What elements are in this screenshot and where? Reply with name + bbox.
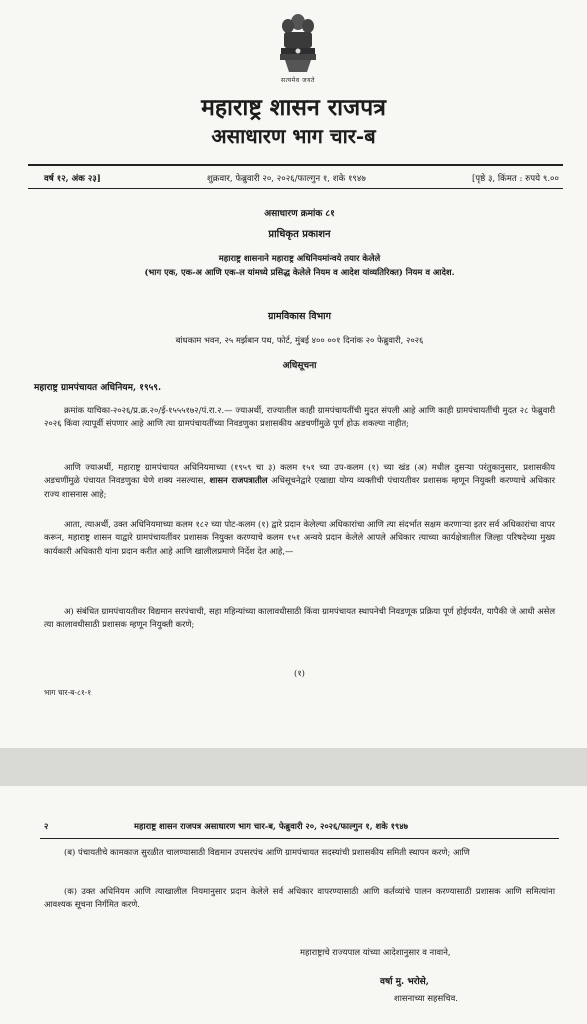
lion-capital-emblem-icon <box>275 8 321 80</box>
signatory-designation: शासनाच्या सहसचिव. <box>394 993 458 1003</box>
act-title: महाराष्ट्र ग्रामपंचायत अधिनियम, १९५९. <box>34 383 162 393</box>
issue-volume: वर्ष १२, अंक २३] <box>44 174 101 184</box>
scope-line: (भाग एक, एक-अ आणि एक-ल यांमध्ये प्रसिद्ध केलेले नियम व आदेश यांव्यतिरिक्त) नियम व आदेश. <box>144 267 455 277</box>
page-number-1: (१) <box>294 668 305 678</box>
clause-a: अ) संबंधित ग्रामपंचायतीवर विद्यमान सरपंचाची, सहा महिन्यांच्या कालावधीसाठी किंवा ग्रामपंचायत स्थापनेची निवडणूक प्रक्रिया पूर्ण होईपर्यंत, यापैकी जे आधी असेल त्या कालावधीसाठी प्रशासक म्हणून नियुक्ती करणे; <box>44 606 555 630</box>
paragraph-2 <box>44 461 555 501</box>
paragraph-1: क्रमांक याचिका-२०२६/प्र.क्र.२०/ई-१५५५१७२/पं.रा.२.— ज्याअर्थी, राज्यातील काही ग्रामपंचायतींची मुदत संपली आहे आणि काही ग्रामपंचायतींची मुदत २८ फेब्रुवारी २०२६ किंवा त्यापूर्वी संपणार आहे आणि त्या ग्रामपंचायतींच्या निवडणुका प्रशासकीय अडचणींमुळे पूर्ण होऊ शकल्या नाहीत; <box>44 405 555 429</box>
notification-heading: अधिसूचना <box>282 361 317 371</box>
extraordinary-number: असाधारण क्रमांक ८१ <box>264 209 335 219</box>
department-address: बांधकाम भवन, २५ मर्झबान पथ, फोर्ट, मुंबई ४०० ००१ दिनांक २० फेब्रुवारी, २०२६ <box>175 335 424 345</box>
paragraph-2-bold: शासन राजपत्रातील <box>209 475 268 486</box>
page-2-rule <box>40 838 559 839</box>
issue-date: शुक्रवार, फेब्रुवारी २०, २०२६/फाल्गुन १, शके १९४७ <box>206 174 366 184</box>
header-rule-bottom <box>28 188 563 189</box>
issue-line <box>44 172 559 184</box>
gazette-page-2 <box>0 786 587 1024</box>
made-by-line: महाराष्ट्र शासनाने महाराष्ट्र अधिनियमांन्वये तयार केलेले <box>218 253 381 263</box>
page-2-running-head <box>44 821 555 832</box>
page-number-2: २ <box>44 821 49 831</box>
signatory-name: वर्षा मु. भरोसे, <box>380 977 429 987</box>
emblem-motto: सत्यमेव जयते <box>281 77 315 84</box>
clause-b: (ब) पंचायतीचे कामकाज सुरळीत चालण्यासाठी विद्यमान उपसरपंच आणि ग्रामपंचायत सदस्यांची प्रशासकीय समिती स्थापन करणे; आणि <box>64 847 470 857</box>
gazette-title: महाराष्ट्र शासन राजपत्र <box>201 94 386 121</box>
authorized-publication: प्राधिकृत प्रकाशन <box>268 229 331 240</box>
authority-line: महाराष्ट्राचे राज्यपाल यांच्या आदेशानुसार व नावाने, <box>300 947 451 957</box>
header-rule-top <box>28 164 563 166</box>
paragraph-2-text-a: आणि ज्याअर्थी, महाराष्ट्र ग्रामपंचायत अधिनियमाच्या (१९५९ चा ३) कलम १५१ च्या उप-कलम (१) च्या खंड (अ) मधील दुसऱ्या परंतुकानुसार, प्रशासकीय अडचणींमुळे पंचायत निवडणुका घेणे शक्य नसल्यास, <box>44 462 555 486</box>
paragraph-3: आता, त्याअर्थी, उक्त अधिनियमाच्या कलम १८२ च्या पोट-कलम (१) द्वारे प्रदान केलेल्या अधिकारांचा आणि त्या संदर्भात सक्षम करणाऱ्या इतर सर्व अधिकारांचा वापर करून, महाराष्ट्र शासन याद्वारे ग्रामपंचायतींवर प्रशासक नियुक्त करण्याचे कलम १५१ अन्वये प्रदान केलेले आपले अधिकार त्याच्या कार्यक्षेत्रातील जिल्हा परिषदेच्या मुख्य कार्यकारी अधिकारी यांना प्रदान करीत आहे आणि खालीलप्रमाणे निर्देश देत आहे,— <box>44 519 555 556</box>
running-head-text: महाराष्ट्र शासन राजपत्र असाधारण भाग चार-ब, फेब्रुवारी २०, २०२६/फाल्गुन १, शके १९४७ <box>134 821 408 831</box>
gazette-subtitle: असाधारण भाग चार-ब <box>211 124 376 148</box>
paragraph-2-text-b: अधिसूचनेद्वारे एखाद्या योग्य व्यक्तीची पंचायतीवर प्रशासक म्हणून नियुक्ती करण्याचे अधिकार राज्य शासनास आहे; <box>44 475 555 499</box>
clause-c: (क) उक्त अधिनियम आणि त्याखालील नियमानुसार प्रदान केलेले सर्व अधिकार वापरण्यासाठी आणि कर्तव्यांचे पालन करण्यासाठी प्रशासक आणि समित्यांना आवश्यक सूचना निर्गमित करणे. <box>44 886 555 910</box>
issue-price: [पृष्ठे ३, किंमत : रुपये ९.०० <box>471 174 559 184</box>
footer-code: भाग चार-ब-८१-१ <box>44 688 92 697</box>
department-name: ग्रामविकास विभाग <box>268 311 331 322</box>
